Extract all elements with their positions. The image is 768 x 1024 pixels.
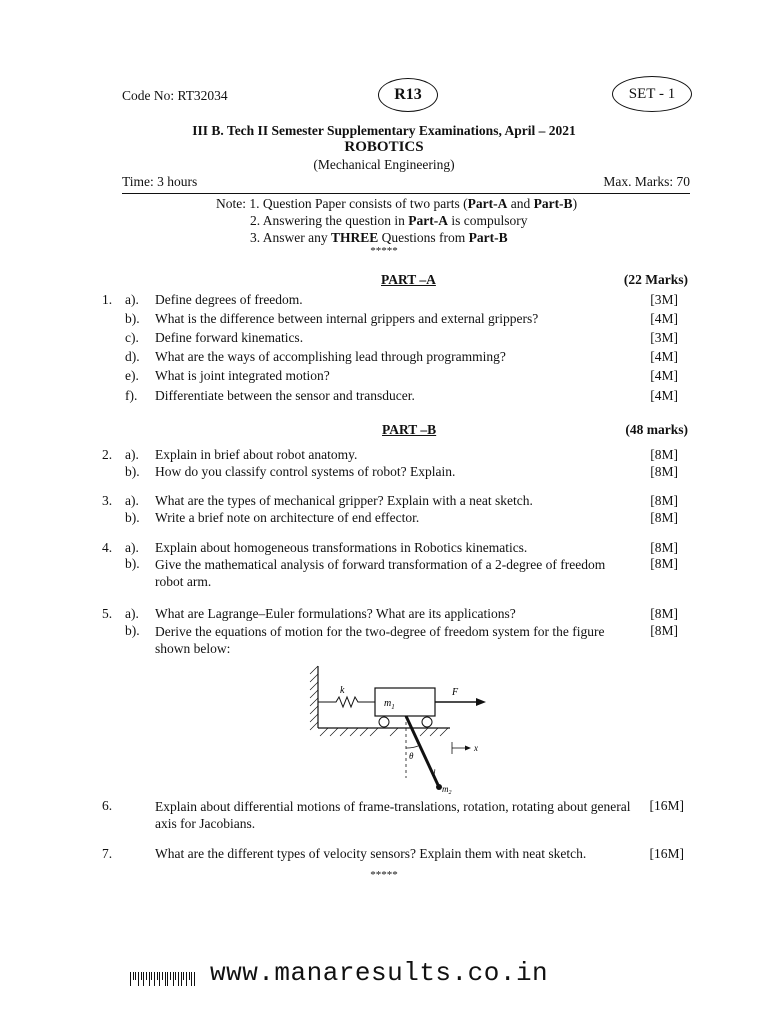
max-marks: Max. Marks: 70 xyxy=(603,174,690,189)
mass-2-label: $m_2$ xyxy=(442,784,452,795)
branch-name: (Mechanical Engineering) xyxy=(313,157,455,172)
question-text: Explain in brief about robot anatomy. xyxy=(155,447,358,462)
question-marks: [4M] xyxy=(650,311,678,326)
question-marks: [3M] xyxy=(650,330,678,345)
wheel-right xyxy=(422,717,432,727)
theta-arc xyxy=(406,746,418,748)
ground-hatching xyxy=(320,728,448,736)
question-text: What are the different types of velocity sensors? Explain them with neat sketch. xyxy=(155,846,587,861)
question-number: 5. xyxy=(102,606,113,621)
item-label: b). xyxy=(125,623,140,638)
note-1: Note: 1. Question Paper consists of two parts (Part-A and Part-B) xyxy=(216,196,578,211)
question-marks: [4M] xyxy=(650,349,678,364)
question-number: 1. xyxy=(102,292,113,307)
header-divider xyxy=(122,193,690,194)
question-text: Differentiate between the sensor and transducer. xyxy=(155,388,415,403)
regulation-badge: R13 xyxy=(378,78,438,112)
item-label: a). xyxy=(125,292,139,307)
part-a-marks: (22 Marks) xyxy=(623,272,688,287)
item-label: b). xyxy=(125,311,140,326)
force-label: F xyxy=(452,687,459,698)
item-label: a). xyxy=(125,493,139,508)
question-marks: [8M] xyxy=(650,447,678,462)
theta-label: θ xyxy=(409,751,414,761)
item-label: a). xyxy=(125,606,139,621)
x-axis-label: x xyxy=(474,743,478,753)
question-number: 3. xyxy=(102,493,113,508)
item-label: b). xyxy=(125,464,140,479)
question-text: What is the difference between internal grippers and external grippers? xyxy=(155,311,539,326)
question-marks: [4M] xyxy=(650,368,678,383)
question-marks: [8M] xyxy=(650,540,678,555)
wall-hatching xyxy=(310,666,318,730)
spring-icon xyxy=(318,697,375,707)
question-text: What are Lagrange–Euler formulations? What are its applications? xyxy=(155,606,516,621)
question-text: What are the types of mechanical gripper? Explain with a neat sketch. xyxy=(155,493,533,508)
subject-title: ROBOTICS xyxy=(344,139,424,155)
question-text: What is joint integrated motion? xyxy=(155,368,330,383)
question-marks: [3M] xyxy=(650,292,678,307)
question-number: 6. xyxy=(102,798,113,813)
item-label: e). xyxy=(125,368,139,383)
time-allowed: Time: 3 hours xyxy=(122,174,198,189)
question-text: Derive the equations of motion for the two-degree of freedom system for the figure shown below: xyxy=(155,624,605,656)
question-marks: [8M] xyxy=(650,606,678,621)
question-text: Give the mathematical analysis of forward transformation of a 2-degree of freedom robot arm. xyxy=(155,557,606,589)
question-text: Explain about homogeneous transformations in Robotics kinematics. xyxy=(155,540,528,555)
part-b-marks: (48 marks) xyxy=(625,422,688,437)
item-label: a). xyxy=(125,447,139,462)
end-stars: ***** xyxy=(370,869,398,881)
question-marks: [8M] xyxy=(650,510,678,525)
mass-1-label: $m_1$ xyxy=(384,698,395,711)
two-dof-system-figure xyxy=(300,660,500,795)
spring-label: k xyxy=(340,685,345,696)
question-marks: [8M] xyxy=(650,623,678,638)
item-label: b). xyxy=(125,510,140,525)
item-label: d). xyxy=(125,349,140,364)
question-marks: [8M] xyxy=(650,556,678,571)
item-label: b). xyxy=(125,556,140,571)
question-marks: [8M] xyxy=(650,493,678,508)
question-text: Define degrees of freedom. xyxy=(155,292,303,307)
exam-title: III B. Tech II Semester Supplementary Examinations, April – 2021 xyxy=(192,123,576,138)
x-axis-arrowhead xyxy=(465,746,471,751)
item-label: a). xyxy=(125,540,139,555)
question-number: 2. xyxy=(102,447,113,462)
question-text: Explain about differential motions of frame-translations, rotation, rotating about general axis for Jacobians. xyxy=(155,799,631,831)
note-3: 3. Answer any THREE Questions from Part-B xyxy=(250,230,508,245)
note-2: 2. Answering the question in Part-A is compulsory xyxy=(250,213,528,228)
force-arrowhead xyxy=(476,698,486,706)
question-marks: [16M] xyxy=(649,798,684,813)
item-label: f). xyxy=(125,388,138,403)
question-text: What are the ways of accomplishing lead through programming? xyxy=(155,349,506,364)
question-number: 7. xyxy=(102,846,113,861)
set-badge: SET - 1 xyxy=(612,76,692,112)
question-text: Write a brief note on architecture of end effector. xyxy=(155,510,420,525)
wheel-left xyxy=(379,717,389,727)
question-marks: [16M] xyxy=(649,846,684,861)
question-text: How do you classify control systems of robot? Explain. xyxy=(155,464,456,479)
barcode-icon xyxy=(130,972,198,986)
website-link[interactable]: www.manaresults.co.in xyxy=(210,958,549,988)
item-label: c). xyxy=(125,330,139,345)
code-number: Code No: RT32034 xyxy=(122,88,228,103)
question-text: Define forward kinematics. xyxy=(155,330,304,345)
length-label: l xyxy=(433,768,436,778)
question-number: 4. xyxy=(102,540,113,555)
question-marks: [4M] xyxy=(650,388,678,403)
part-a-title: PART –A xyxy=(381,272,436,287)
notes-stars: ***** xyxy=(370,245,398,257)
question-marks: [8M] xyxy=(650,464,678,479)
part-b-title: PART –B xyxy=(382,422,437,437)
